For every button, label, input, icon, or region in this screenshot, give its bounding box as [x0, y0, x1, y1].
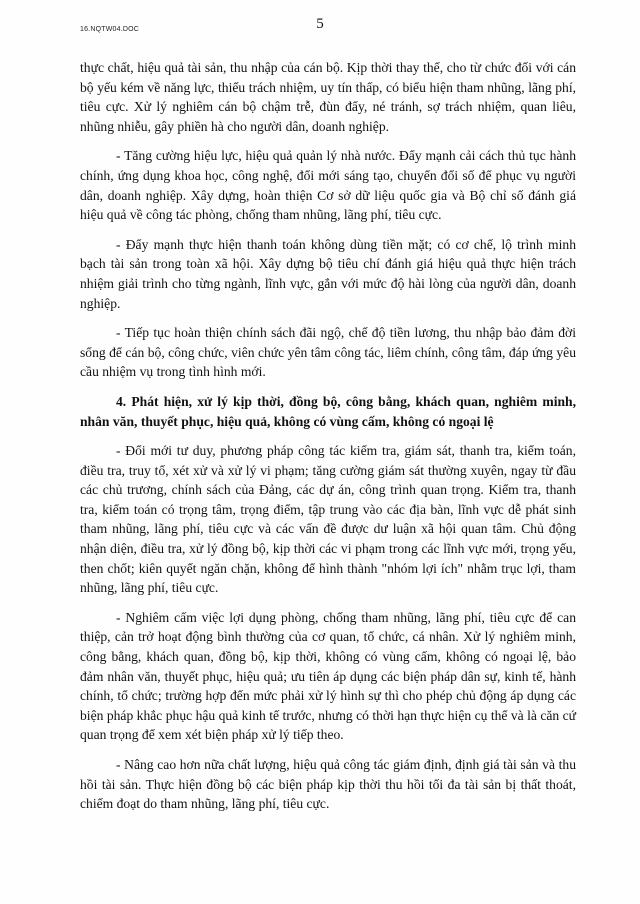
paragraph: - Tăng cường hiệu lực, hiệu quả quản lý nhà nước. Đẩy mạnh cải cách thủ tục hành chính, ứng dụng khoa học, công nghệ, đổi mới sáng tạo, chuyển đổi số để phục vụ người dân, doanh nghiệp. Xây dựng, hoàn thiện Cơ sở dữ liệu quốc gia và Bộ chỉ số đánh giá hiệu quả về công tác phòng, chống tham nhũng, lãng phí, tiêu cực.	[80, 148, 576, 223]
section-heading: 4. Phát hiện, xử lý kịp thời, đồng bộ, công bằng, khách quan, nghiêm minh, nhân văn, thuyết phục, hiệu quả, không có vùng cấm, không có ngoại lệ	[80, 393, 576, 429]
page-number: 5	[316, 16, 324, 32]
file-code: 16.NQTW04.DOC	[80, 26, 139, 33]
paragraph: - Nâng cao hơn nữa chất lượng, hiệu quả công tác giám định, định giá tài sản và thu hồi tài sản. Thực hiện đồng bộ các biện pháp kịp thời thu hồi tối đa tài sản bị thất thoát, chiếm đoạt do tham nhũng, lãng phí, tiêu cực.	[80, 757, 576, 812]
paragraph: - Nghiêm cấm việc lợi dụng phòng, chống tham nhũng, lãng phí, tiêu cực để can thiệp, cản trở hoạt động bình thường của cơ quan, tổ chức, cá nhân. Xử lý nghiêm minh, công bằng, khách quan, đồng bộ, kịp thời, không có vùng cấm, không có ngoại lệ, bảo đảm nhân văn, thuyết phục, hiệu quả; ưu tiên áp dụng các biện pháp dân sự, kinh tế, hành chính, tổ chức; trường hợp đến mức phải xử lý hình sự thì cho phép chủ động áp dụng các biện pháp khắc phục hậu quả kinh tế trước, nhưng có thời hạn thực hiện cụ thể và là căn cứ quan trọng để xem xét biện pháp xử lý tiếp theo.	[80, 609, 576, 743]
paragraph: thực chất, hiệu quả tài sản, thu nhập của cán bộ. Kịp thời thay thế, cho từ chức đối với cán bộ yếu kém về năng lực, thiếu trách nhiệm, uy tín thấp, có biểu hiện tham nhũng, lãng phí, tiêu cực. Xử lý nghiêm cán bộ chậm trễ, đùn đẩy, né tránh, sợ trách nhiệm, quan liêu, nhũng nhiễu, gây phiền hà cho người dân, doanh nghiệp.	[80, 60, 576, 134]
paragraph: - Đẩy mạnh thực hiện thanh toán không dùng tiền mặt; có cơ chế, lộ trình minh bạch tài sản trong toàn xã hội. Xây dựng bộ tiêu chí đánh giá hiệu quả thực hiện trách nhiệm giải trình cho từng ngành, lĩnh vực, gắn với mức độ hài lòng của người dân, doanh nghiệp.	[80, 236, 576, 311]
paragraph: - Tiếp tục hoàn thiện chính sách đãi ngộ, chế độ tiền lương, thu nhập bảo đảm đời sống để cán bộ, công chức, viên chức yên tâm công tác, liêm chính, công tâm, đáp ứng yêu cầu nhiệm vụ trong tình hình mới.	[80, 325, 576, 380]
paragraph: - Đổi mới tư duy, phương pháp công tác kiểm tra, giám sát, thanh tra, kiểm toán, điều tra, truy tố, xét xử và xử lý vi phạm; tăng cường giám sát thường xuyên, ngay từ đầu các chủ trương, chính sách của Đảng, các dự án, công trình quan trọng. Kiểm tra, thanh tra, kiểm toán có trọng tâm, trọng điểm, tập trung vào các địa bàn, lĩnh vực dễ phát sinh tham nhũng, lãng phí, tiêu cực và các vấn đề được dư luận xã hội quan tâm. Chủ động nhận diện, điều tra, xử lý đồng bộ, kịp thời các vi phạm trong các lĩnh vực mới, trọng yếu, then chốt; kiên quyết ngăn chặn, không để hình thành "nhóm lợi ích" nhằm trục lợi, tham nhũng, lãng phí, tiêu cực.	[80, 443, 576, 596]
document-body	[80, 58, 576, 824]
